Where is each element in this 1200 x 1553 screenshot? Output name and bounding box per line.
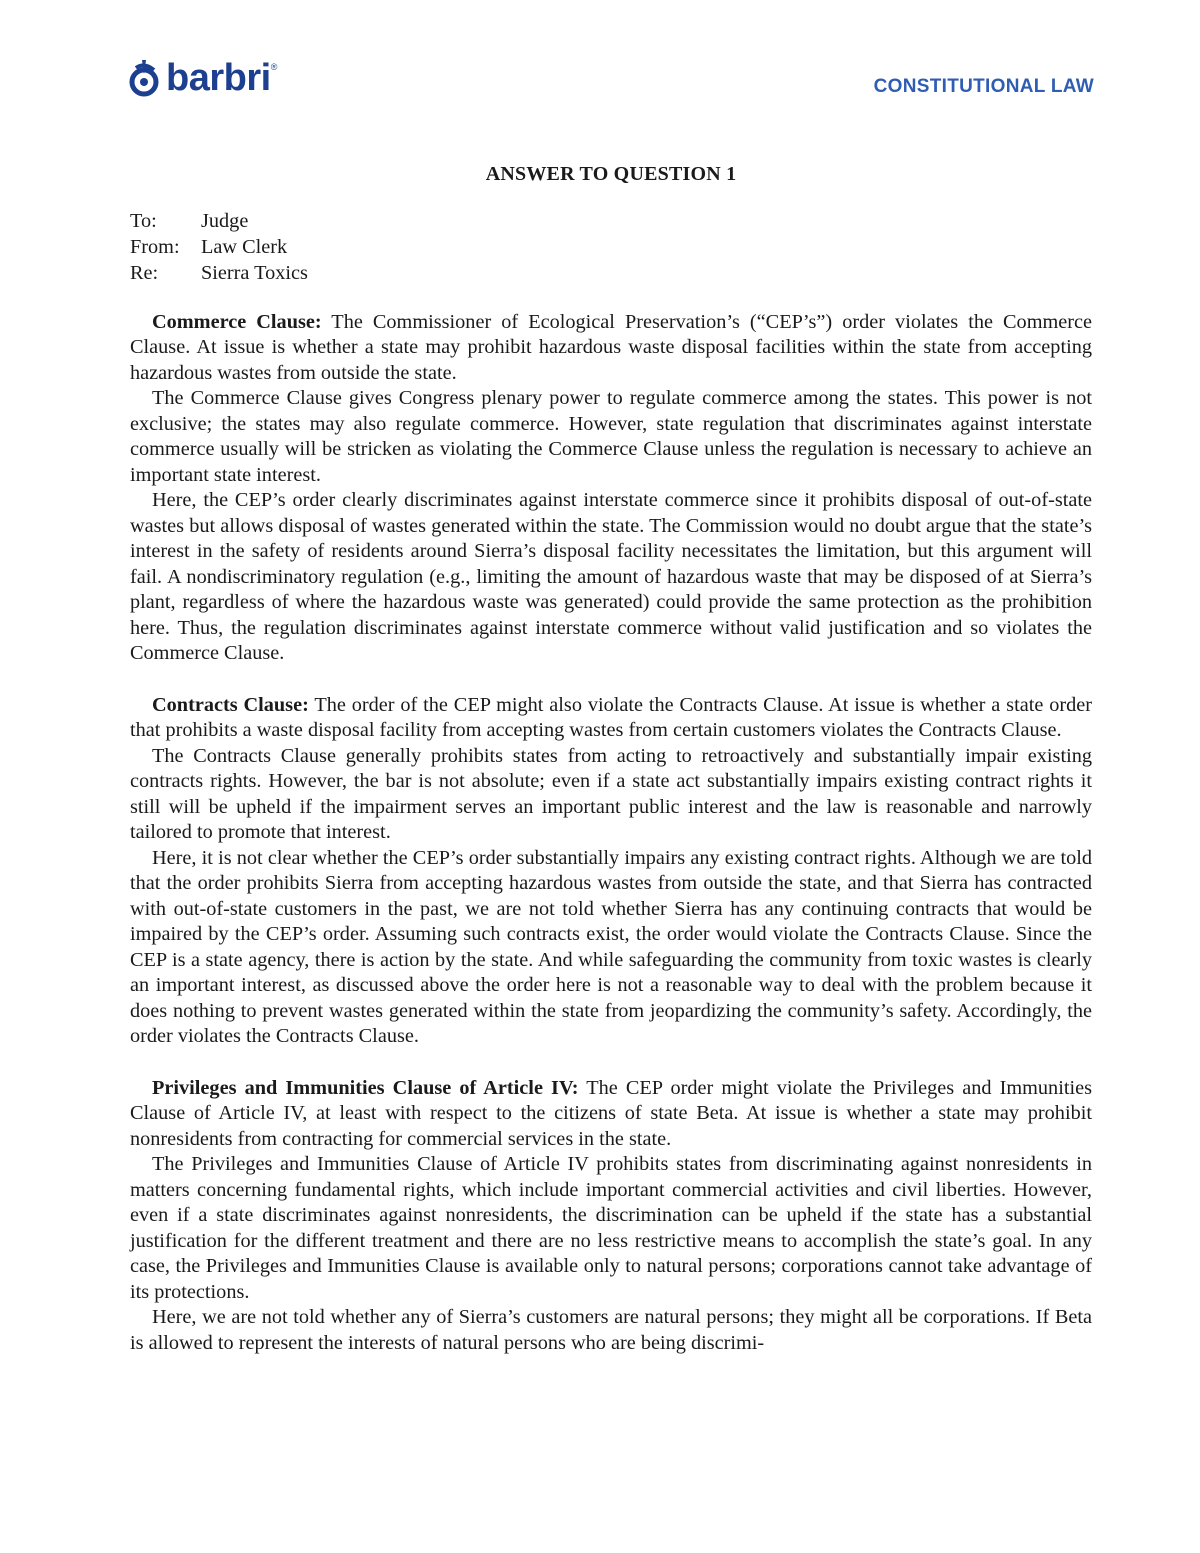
memo-to-value: Judge: [201, 209, 249, 232]
contracts-paragraph-2: The Contracts Clause generally prohibits states from acting to retroactively and substantially impair existing contracts rights. However, the bar is not absolute; even if a state act substantially impairs existing contract rights it still will be upheld if the impairment serves an important public interest and the law is reasonable and narrowly tailored to promote that interest.: [130, 744, 1092, 843]
document-body: [130, 162, 1092, 1382]
contracts-text-1: The order of the CEP might also violate the Contracts Clause. At issue is whether a state order that prohibits a waste disposal facility from accepting wastes from certain customers violates the Contracts Clause.: [130, 693, 1092, 741]
privileges-paragraph-2: The Privileges and Immunities Clause of Article IV prohibits states from discriminating against nonresidents in matters concerning fundamental rights, which include important commercial activities and civil liberties. However, even if a state discriminates against nonresidents, the discrimination can be upheld if the state has a substantial justification for the different treatment and there are no less restrictive means to accomplish the state’s goal. In any case, the Privileges and Immunities Clause is available only to natural persons; corporations cannot take advantage of its protections.: [130, 1153, 1092, 1303]
privileges-text-1: The CEP order might violate the Privileges and Immunities Clause of Article IV, at least with respect to the citizens of state Beta. At issue is whether a state may prohibit nonresidents from contracting for commercial services in the state.: [130, 1076, 1092, 1150]
memo-re-value: Sierra Toxics: [201, 261, 308, 284]
contracts-paragraph-3: Here, it is not clear whether the CEP’s order substantially impairs any existing contract rights. Although we are told that the order prohibits Sierra from accepting hazardous wastes from outside the state, and that Sierra has contracted with out-of-state customers in the past, we are not told whether Sierra has any continuing contracts that would be impaired by the CEP’s order. Assuming such contracts exist, the order would violate the Contracts Clause. Since the CEP is a state agency, there is action by the state. And while safeguarding the community from toxic wastes is clearly an important interest, as discussed above the order here is not a reasonable way to deal with the problem because it does nothing to prevent wastes generated within the state from jeopardizing the community’s safety. Accordingly, the order violates the Contracts Clause.: [130, 846, 1092, 1047]
memo-to-label: To:: [130, 209, 157, 232]
commerce-heading: Commerce Clause:: [152, 310, 322, 333]
memo-re-label: Re:: [130, 261, 159, 284]
contracts-heading: Contracts Clause:: [152, 693, 309, 716]
page-title: ANSWER TO QUESTION 1: [485, 163, 737, 185]
logo-text: barbri: [166, 57, 271, 99]
privileges-paragraph-3: Here, we are not told whether any of Sierra’s customers are natural persons; they might all be corporations. If Beta is allowed to represent the interests of natural persons who are being discrimi-: [130, 1306, 1092, 1354]
memo-from-value: Law Clerk: [201, 235, 288, 258]
logo-trademark: ®: [270, 62, 278, 72]
barbri-logo: [128, 58, 277, 98]
privileges-paragraph-1: [130, 1076, 1092, 1153]
contracts-clause-section: [130, 693, 1092, 1050]
privileges-clause-section: [130, 1076, 1092, 1357]
commerce-text-1: The Commissioner of Ecological Preservation’s (“CEP’s”) order violates the Commerce Clause. At issue is whether a state may prohibit hazardous waste disposal facilities within the state from accepting hazardous wastes from outside the state.: [130, 310, 1092, 384]
barbri-logo-icon: [128, 58, 162, 98]
memo-from-label: From:: [130, 235, 180, 258]
memo-re-row: [130, 260, 1092, 286]
contracts-paragraph-1: [130, 693, 1092, 744]
memo-from-row: [130, 234, 1092, 260]
commerce-paragraph-1: [130, 310, 1092, 387]
subject-label: CONSTITUTIONAL LAW: [873, 76, 1094, 97]
memo-block: [130, 208, 1092, 286]
page-header: [0, 0, 1200, 130]
commerce-clause-section: [130, 310, 1092, 667]
commerce-paragraph-2: The Commerce Clause gives Congress plenary power to regulate commerce among the states. This power is not exclusive; the states may also regulate commerce. However, state regulation that discriminates against interstate commerce usually will be stricken as violating the Commerce Clause unless the regulation is necessary to achieve an important state interest.: [130, 387, 1092, 486]
memo-to-row: [130, 208, 1092, 234]
commerce-paragraph-3: Here, the CEP’s order clearly discriminates against interstate commerce since it prohibits disposal of out-of-state wastes but allows disposal of wastes generated within the state. The Commission would no doubt argue that the state’s interest in the safety of residents around Sierra’s disposal facility necessitates the limitation, but this argument will fail. A nondiscriminatory regulation (e.g., limiting the amount of hazardous waste that may be disposed of at Sierra’s plant, regardless of where the hazardous waste was generated) could provide the same protection as the prohibition here. Thus, the regulation discriminates against interstate commerce without valid justification and so violates the Commerce Clause.: [130, 489, 1092, 664]
privileges-heading: Privileges and Immunities Clause of Article IV:: [152, 1076, 579, 1099]
